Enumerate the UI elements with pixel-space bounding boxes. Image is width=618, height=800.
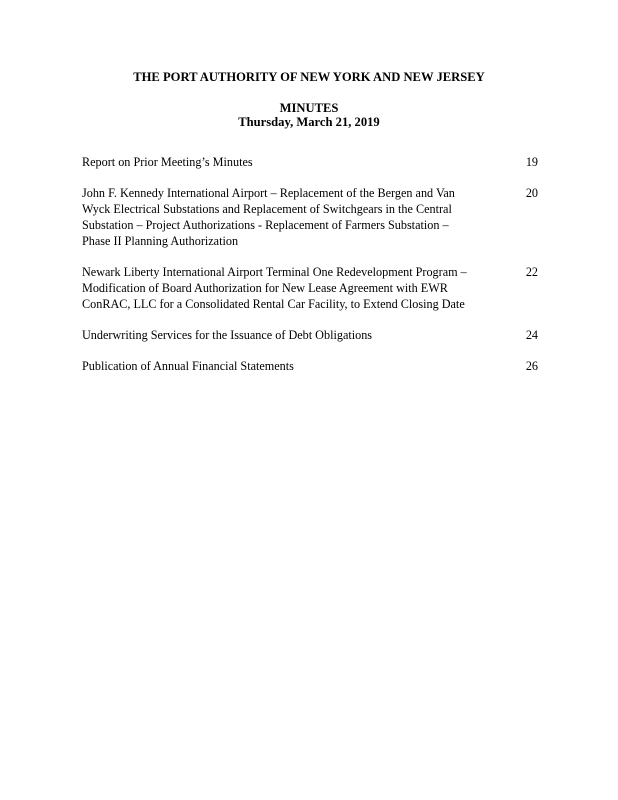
meeting-date: Thursday, March 21, 2019 [238, 115, 380, 129]
toc-page-number: 20 [525, 186, 538, 200]
document-title: MINUTES [279, 101, 339, 115]
toc-entry-newark-terminal-one [82, 264, 538, 312]
toc-entry-text: Report on Prior Meeting’s Minutes [82, 155, 253, 169]
toc-page-number: 19 [525, 155, 538, 169]
table-of-contents [82, 154, 538, 389]
toc-entry-prior-minutes [82, 154, 538, 170]
toc-entry-underwriting-services [82, 327, 538, 343]
toc-page-number: 26 [525, 359, 538, 373]
toc-entry-text: Publication of Annual Financial Statements [82, 359, 294, 373]
toc-entry-financial-statements [82, 358, 538, 374]
toc-entry-text: John F. Kennedy International Airport – Replacement of the Bergen and Van Wyck Electrical Substations and Replacement of Switchgears in the Central Substation – Project Authorizations - Replacement of Farmers Substation – Phase II Planning Authorization [82, 186, 455, 248]
organization-heading: THE PORT AUTHORITY OF NEW YORK AND NEW JERSEY [133, 70, 485, 84]
toc-page-number: 22 [525, 265, 538, 279]
toc-entry-jfk-substations [82, 185, 538, 249]
toc-entry-text: Underwriting Services for the Issuance of Debt Obligations [82, 328, 373, 342]
toc-page-number: 24 [525, 328, 538, 342]
toc-entry-text: Newark Liberty International Airport Terminal One Redevelopment Program – Modification of Board Authorization for New Lease Agreement with EWR ConRAC, LLC for a Consolidated Rental Car Facility, to Extend Closing Date [82, 265, 467, 311]
